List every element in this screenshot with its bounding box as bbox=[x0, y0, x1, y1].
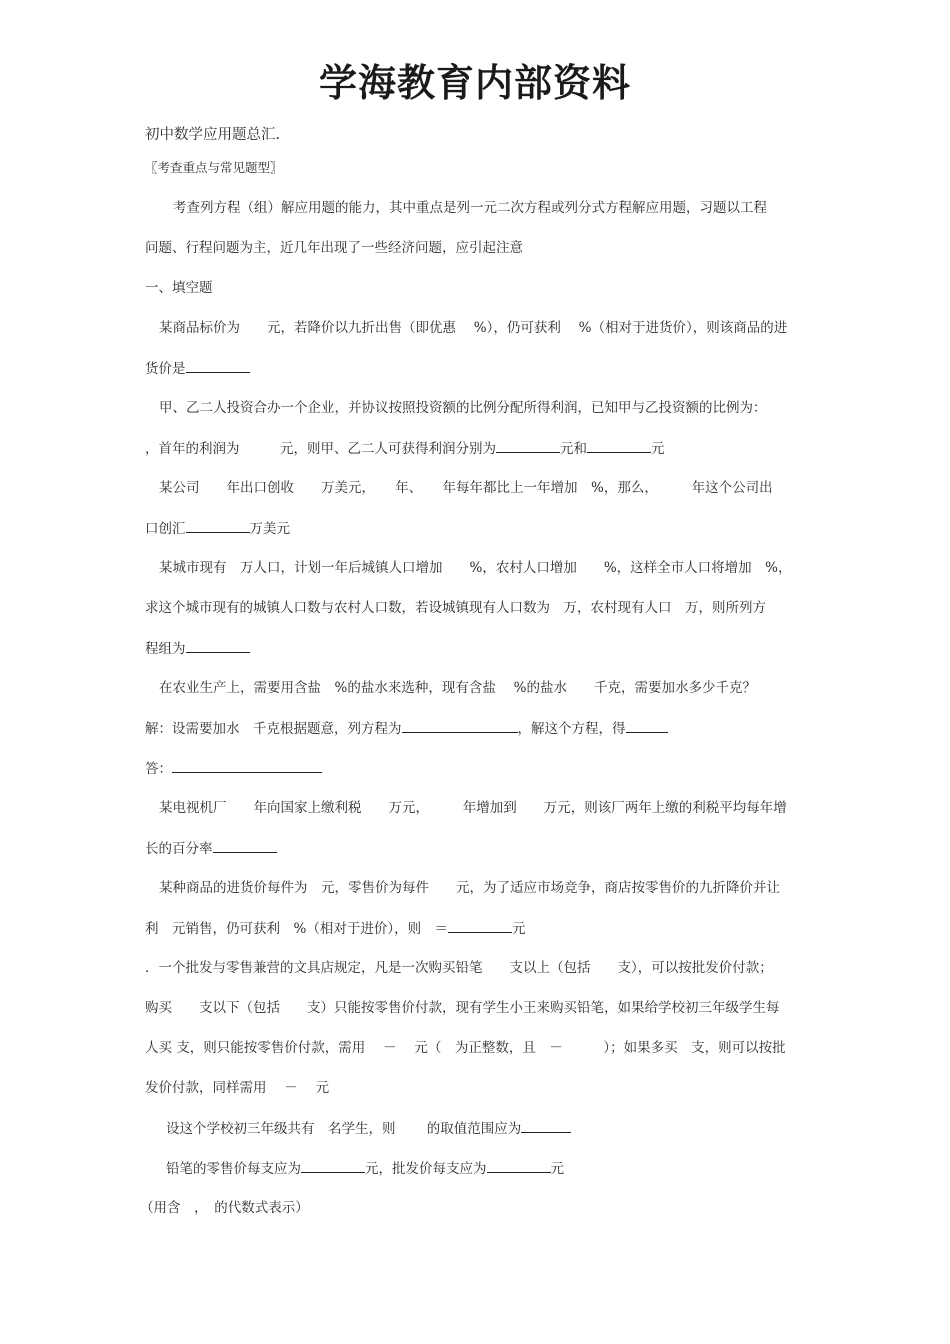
section-heading-line bbox=[145, 158, 815, 178]
q5-text-2: 解：设需要加水 千克根据题意，列方程为 bbox=[145, 721, 402, 737]
q1-text-1: 某商品标价为 元，若降价以九折出售（即优惠 %），仍可获利 %（相对于进货价），则该商品的进 bbox=[159, 320, 788, 336]
q6-line-1 bbox=[145, 798, 829, 818]
answer-blank[interactable] bbox=[448, 918, 512, 933]
q8-note-text: （用含 ， 的代数式表示） bbox=[140, 1200, 309, 1216]
q7-line-2 bbox=[145, 918, 815, 939]
q8-text-4: 发价付款，同样需用 － 元 bbox=[145, 1080, 330, 1096]
q2-line-2 bbox=[145, 438, 815, 459]
q4-line-1 bbox=[145, 558, 829, 578]
q7-text-2: 利 元销售，仍可获利 %（相对于进价），则 ＝ bbox=[145, 921, 449, 937]
q2-text-2: ，首年的利润为 元，则甲、乙二人可获得利润分别为 bbox=[145, 441, 496, 457]
document-title: 学海教育内部资料 bbox=[318, 61, 631, 105]
q4-text-3: 程组为 bbox=[145, 641, 186, 657]
q8-sub2-text-2: 元，批发价每支应为 bbox=[365, 1161, 487, 1177]
q6-text-1: 某电视机厂 年向国家上缴利税 万元， 年增加到 万元，则该厂两年上缴的利税平均每年增 bbox=[159, 800, 787, 816]
intro-line-1 bbox=[145, 198, 833, 218]
intro-line-2 bbox=[145, 238, 815, 258]
intro-text-1: 考查列方程（组）解应用题的能力，其中重点是列一元二次方程或列分式方程解应用题，习题以工程 bbox=[173, 200, 767, 216]
q5-text-4: 答： bbox=[145, 761, 172, 777]
q3-text-3: 万美元 bbox=[249, 521, 290, 537]
subtitle-text: 初中数学应用题总汇. bbox=[145, 127, 281, 143]
q2-text-3: 元和 bbox=[560, 441, 587, 457]
q7-line-1 bbox=[145, 878, 829, 898]
q7-text-1: 某种商品的进货价每件为 元，零售价为每件 元，为了适应市场竞争，商店按零售价的九折降价并让 bbox=[159, 880, 780, 896]
q8-line-2 bbox=[145, 998, 815, 1018]
q4-text-2: 求这个城市现有的城镇人口数与农村人口数，若设城镇现有人口数为 万，农村现有人口 万，则所列方 bbox=[145, 600, 766, 616]
q1-text-2: 货价是 bbox=[145, 361, 186, 377]
answer-blank[interactable] bbox=[496, 438, 560, 453]
section-heading-text: 〖考查重点与常见题型〗 bbox=[145, 160, 283, 175]
answer-blank[interactable] bbox=[301, 1158, 365, 1173]
q8-text-1: ．一个批发与零售兼营的文具店规定，凡是一次购买铅笔 支以上（包括 支），可以按批发价付款； bbox=[145, 960, 773, 976]
part-heading-text: 一、填空题 bbox=[145, 280, 213, 296]
q8-line-1 bbox=[145, 958, 815, 978]
q8-sub1-text: 设这个学校初三年级共有 名学生，则 的取值范围应为 bbox=[166, 1121, 522, 1137]
q2-line-1 bbox=[145, 398, 829, 418]
answer-blank[interactable] bbox=[186, 638, 250, 653]
answer-blank[interactable] bbox=[172, 758, 322, 773]
answer-blank[interactable] bbox=[521, 1118, 571, 1133]
answer-blank[interactable] bbox=[587, 438, 651, 453]
q5-line-1 bbox=[145, 678, 829, 698]
q4-text-1: 某城市现有 万人口，计划一年后城镇人口增加 %，农村人口增加 %，这样全市人口将增加 %， bbox=[159, 560, 792, 576]
q8-sub2-text-3: 元 bbox=[550, 1161, 564, 1177]
q1-line-2 bbox=[145, 358, 815, 379]
q8-sub2-line bbox=[145, 1158, 836, 1179]
q5-line-2 bbox=[145, 718, 815, 739]
q6-text-2: 长的百分率 bbox=[145, 841, 213, 857]
q3-text-1: 某公司 年出口创收 万美元， 年、 年每年都比上一年增加 %，那么， 年这个公司出 bbox=[159, 480, 773, 496]
answer-blank[interactable] bbox=[186, 518, 250, 533]
q1-line-1 bbox=[145, 318, 829, 338]
answer-blank[interactable] bbox=[402, 718, 518, 733]
q3-line-2 bbox=[145, 518, 815, 539]
answer-blank[interactable] bbox=[213, 838, 277, 853]
q8-text-3: 人买 支，则只能按零售价付款，需用 － 元（ 为正整数，且 － ）；如果多买 支，则可以按批 bbox=[145, 1040, 786, 1056]
q3-line-1 bbox=[145, 478, 829, 498]
q8-sub1-line bbox=[145, 1118, 836, 1139]
q8-line-4 bbox=[145, 1078, 815, 1098]
q5-text-3: ，解这个方程，得 bbox=[517, 721, 626, 737]
q7-text-3: 元 bbox=[512, 921, 526, 937]
intro-text-2: 问题、行程问题为主，近几年出现了一些经济问题，应引起注意 bbox=[145, 240, 523, 256]
answer-blank[interactable] bbox=[487, 1158, 551, 1173]
q8-text-2: 购买 支以下（包括 支）只能按零售价付款，现有学生小王来购买铅笔，如果给学校初三年级学生每 bbox=[145, 1000, 780, 1016]
q8-line-3 bbox=[145, 1038, 815, 1058]
q3-text-2: 口创汇 bbox=[145, 521, 186, 537]
q5-text-1: 在农业生产上，需要用含盐 %的盐水来选种，现有含盐 %的盐水 千克，需要加水多少千克？ bbox=[159, 680, 756, 696]
part-heading-line bbox=[145, 278, 815, 298]
q8-sub2-text-1: 铅笔的零售价每支应为 bbox=[166, 1161, 301, 1177]
q2-text-1: 甲、乙二人投资合办一个企业，并协议按照投资额的比例分配所得利润，已知甲与乙投资额的比例为： bbox=[159, 400, 767, 416]
q5-line-3 bbox=[145, 758, 815, 779]
answer-blank[interactable] bbox=[626, 718, 668, 733]
q8-note-line bbox=[140, 1198, 810, 1218]
answer-blank[interactable] bbox=[186, 358, 250, 373]
q4-line-3 bbox=[145, 638, 815, 659]
q4-line-2 bbox=[145, 598, 815, 618]
q2-text-4: 元 bbox=[651, 441, 665, 457]
subtitle-line bbox=[145, 125, 815, 145]
q6-line-2 bbox=[145, 838, 815, 859]
